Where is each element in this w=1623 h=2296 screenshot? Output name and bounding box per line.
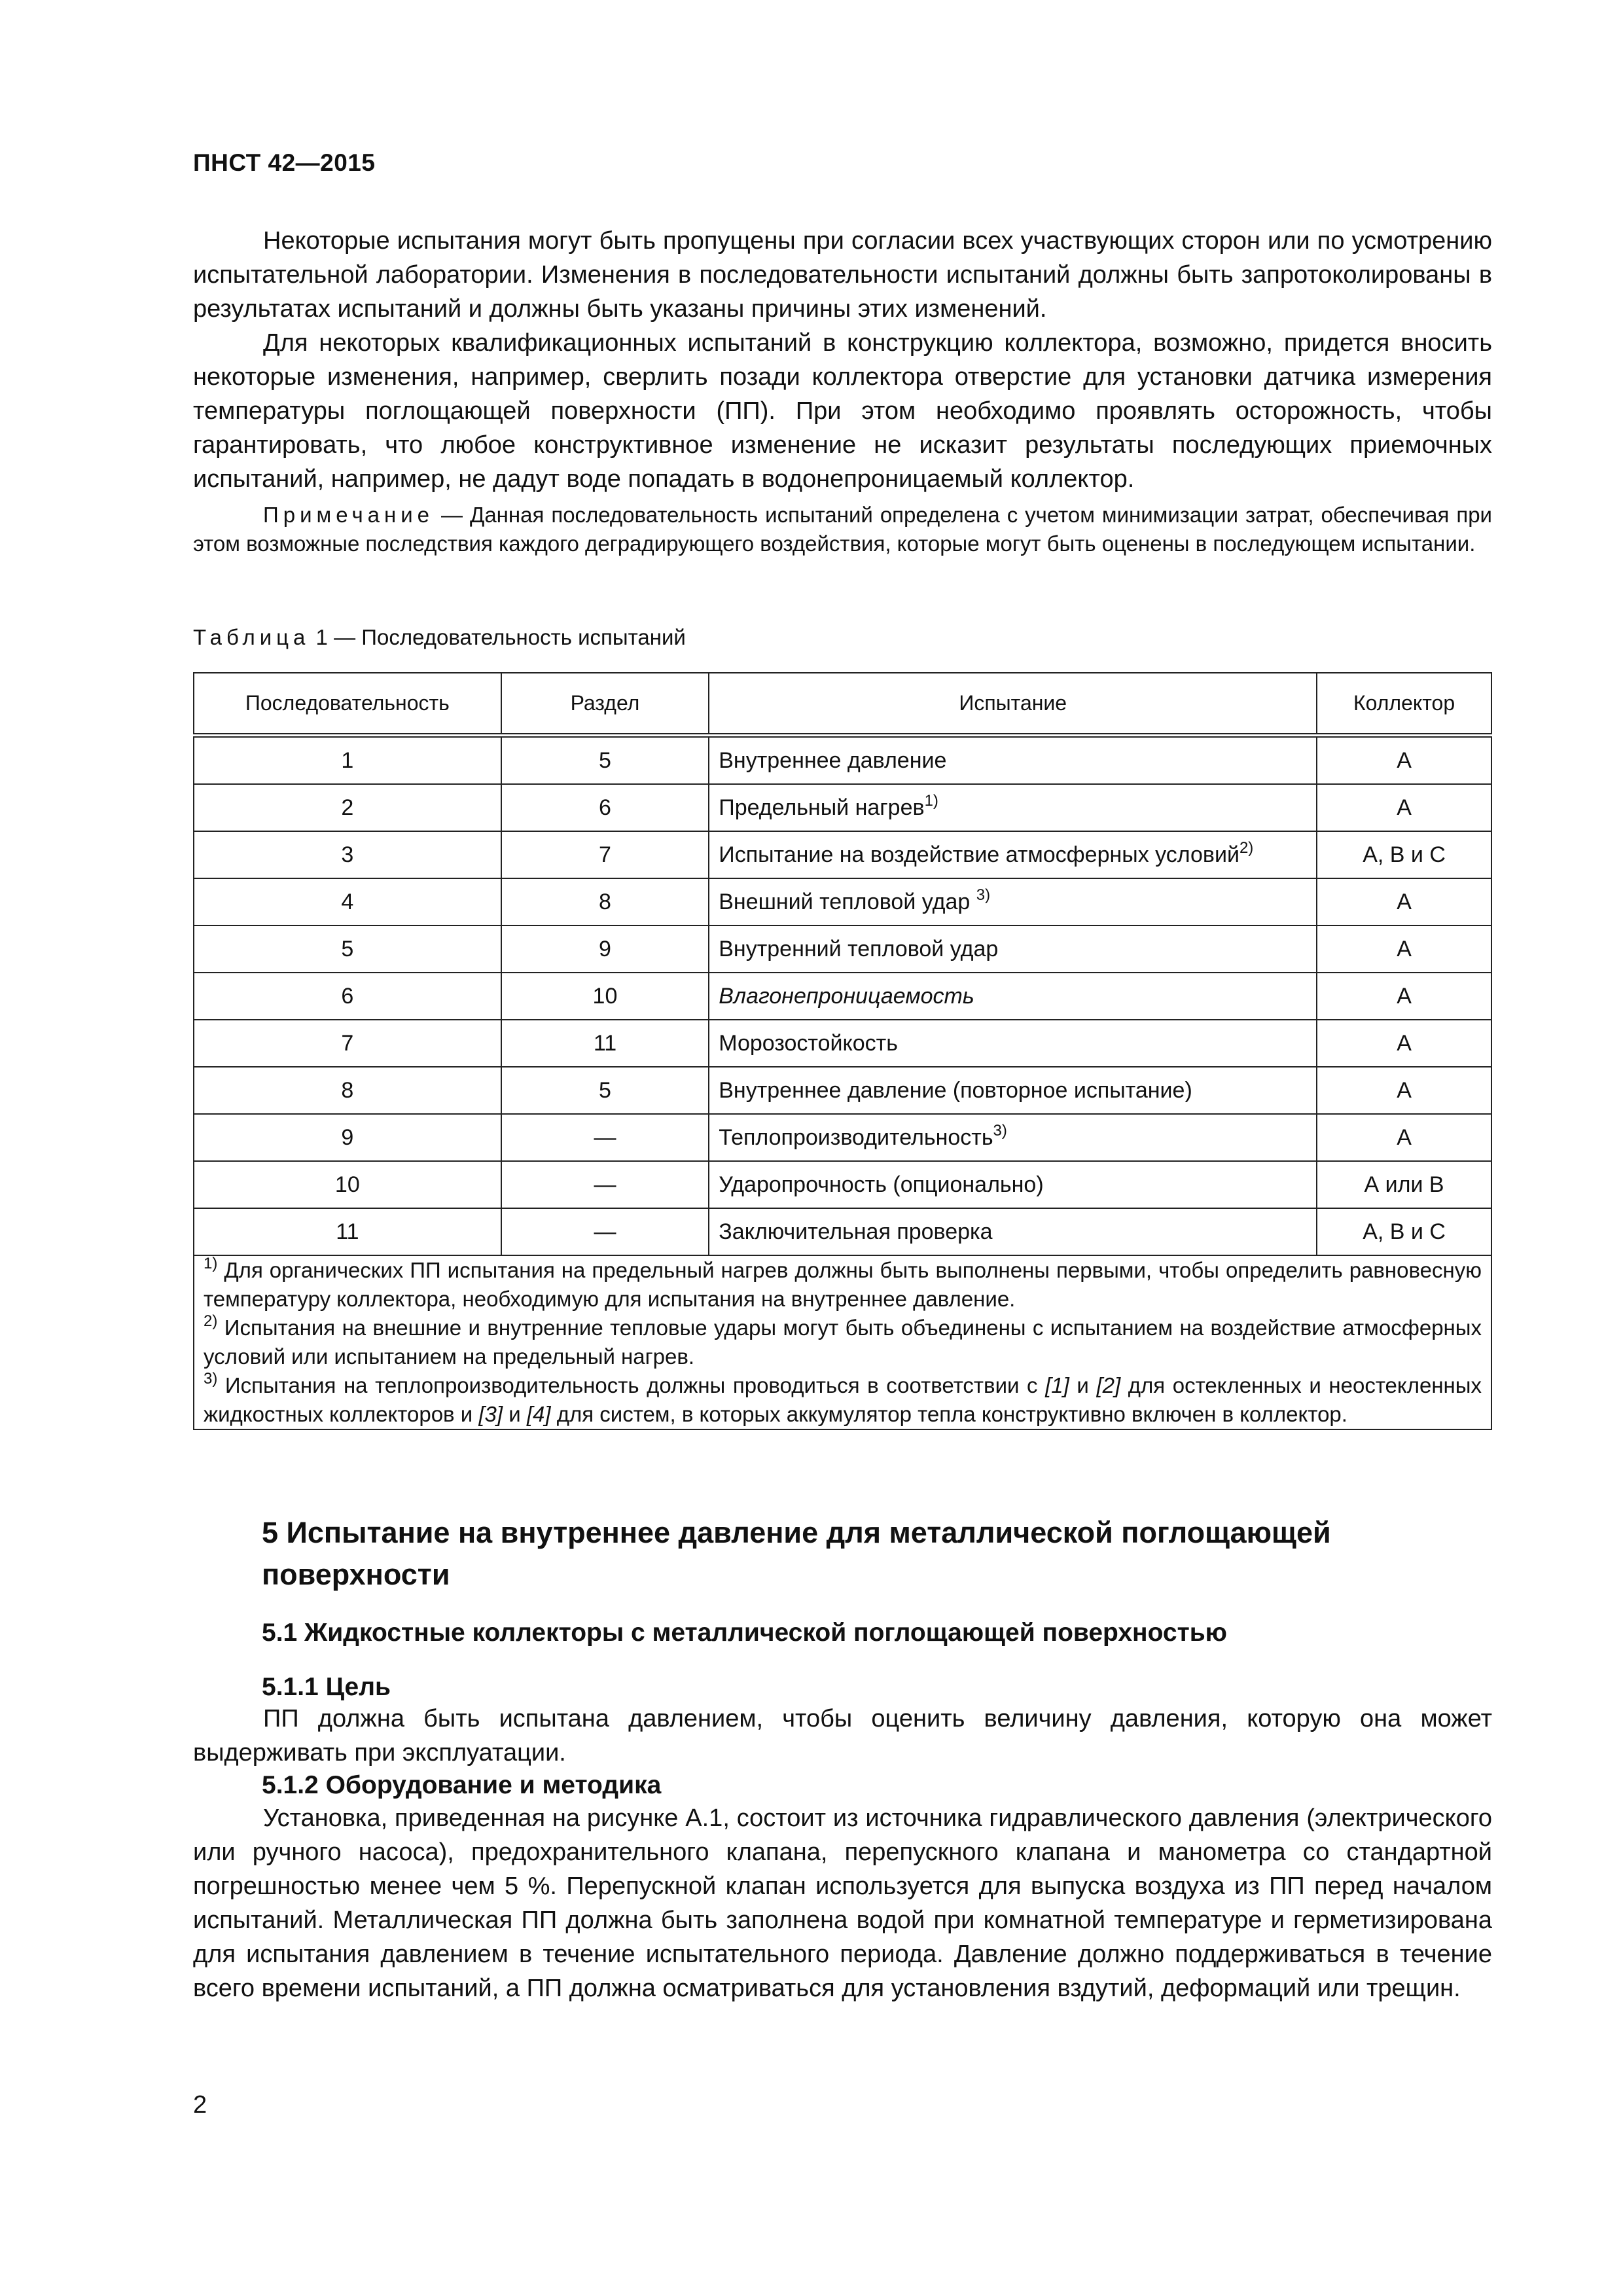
section-5-1-1-text: ПП должна быть испытана давлением, чтобы оценить величину давления, которую она может выдерживать при эксплуатации. (193, 1705, 1492, 1767)
test-name: Внутренний тепловой удар (719, 936, 999, 961)
test-name: Испытание на воздействие атмосферных условий (719, 842, 1240, 867)
table-header-row (194, 673, 1491, 736)
cell-section: — (501, 1114, 709, 1161)
table-row (194, 1067, 1491, 1114)
footnote-ref: 3) (993, 1121, 1007, 1139)
cell-sequence: 8 (194, 1067, 501, 1114)
table-caption-text: 1 — Последовательность испытаний (310, 625, 686, 649)
table-row (194, 784, 1491, 831)
footnote-text: для систем, в которых аккумулятор тепла конструктивно включен в коллектор. (550, 1402, 1347, 1426)
cell-test (709, 1114, 1317, 1161)
footnote-text: и (503, 1402, 527, 1426)
cell-test (709, 973, 1317, 1020)
table-row (194, 1020, 1491, 1067)
cell-test (709, 925, 1317, 973)
table-row (194, 1161, 1491, 1208)
footnote-text: Испытания на внешние и внутренние тепловые удары могут быть объединены с испытанием на воздействие атмосферных условий или испытанием на предельный нагрев. (204, 1316, 1482, 1369)
test-name: Морозостойкость (719, 1030, 898, 1056)
intro-paragraph-1: Некоторые испытания могут быть пропущены при согласии всех участвующих сторон или по усмотрению испытательной лаборатории. Изменения в последовательности испытаний должны быть запротоколированы в результатах испытаний и должны быть указаны причины этих изменений. (193, 227, 1492, 323)
table-row (194, 1114, 1491, 1161)
note-text: — Данная последовательность испытаний определена с учетом минимизации затрат, обеспечивая при этом возможные последствия каждого деградирующего воздействия, которые могут быть оценены в последующем испытании. (193, 503, 1492, 556)
footnote-ref: 1) (924, 791, 938, 810)
section-5-1-2-body (193, 1801, 1492, 2005)
cell-test (709, 784, 1317, 831)
test-name: Предельный нагрев (719, 795, 925, 820)
column-header-test: Испытание (709, 673, 1317, 736)
footnote-1 (204, 1256, 1482, 1314)
cell-collector: А (1317, 925, 1491, 973)
cell-collector: А (1317, 784, 1491, 831)
cell-test (709, 1067, 1317, 1114)
cell-collector: А (1317, 878, 1491, 925)
cell-test (709, 1161, 1317, 1208)
table-footnotes (194, 1255, 1491, 1429)
table-row (194, 878, 1491, 925)
column-header-collector: Коллектор (1317, 673, 1491, 736)
test-name: Влагонепроницаемость (719, 983, 974, 1009)
table-row (194, 973, 1491, 1020)
footnote-2 (204, 1314, 1482, 1371)
table-caption (193, 625, 686, 650)
test-name: Теплопроизводительность (719, 1124, 993, 1150)
cell-collector: А или В (1317, 1161, 1491, 1208)
cell-section: 9 (501, 925, 709, 973)
intro-text (193, 224, 1492, 496)
intro-paragraph-2: Для некоторых квалификационных испытаний в конструкцию коллектора, возможно, придется вносить некоторые изменения, например, сверлить позади коллектора отверстие для установки датчика измерения температуры поглощающей поверхности (ПП). При этом необходимо проявлять осторожность, чтобы гарантировать, что любое конструктивное изменение не исказит результаты последующих приемочных испытаний, например, не дадут воде попадать в водонепроницаемый коллектор. (193, 329, 1492, 493)
test-name: Ударопрочность (опционально) (719, 1172, 1044, 1197)
cell-sequence: 1 (194, 736, 501, 785)
section-5-1-1-title: 5.1.1 Цель (262, 1673, 391, 1701)
cell-sequence: 6 (194, 973, 501, 1020)
bibliography-ref: [3] (478, 1402, 503, 1426)
cell-section: 10 (501, 973, 709, 1020)
column-header-section: Раздел (501, 673, 709, 736)
cell-sequence: 11 (194, 1208, 501, 1255)
cell-sequence: 7 (194, 1020, 501, 1067)
cell-section: 7 (501, 831, 709, 878)
cell-collector: А, В и С (1317, 1208, 1491, 1255)
footnote-3 (204, 1371, 1482, 1429)
cell-sequence: 3 (194, 831, 501, 878)
cell-test (709, 831, 1317, 878)
cell-section: — (501, 1161, 709, 1208)
cell-section: — (501, 1208, 709, 1255)
note (193, 501, 1492, 558)
page-number: 2 (193, 2091, 207, 2119)
test-name: Заключительная проверка (719, 1219, 993, 1244)
footnote-ref: 3) (976, 886, 991, 904)
cell-collector: А (1317, 1114, 1491, 1161)
column-header-sequence: Последовательность (194, 673, 501, 736)
footnote-mark: 2) (204, 1312, 218, 1330)
table-caption-label: Таблица (193, 625, 310, 649)
cell-section: 11 (501, 1020, 709, 1067)
cell-sequence: 4 (194, 878, 501, 925)
section-5-title: 5 Испытание на внутреннее давление для металлической поглощающей поверхности (262, 1516, 1331, 1591)
cell-section: 8 (501, 878, 709, 925)
section-5-1-1-body (193, 1702, 1492, 1770)
bibliography-ref: [4] (526, 1402, 551, 1426)
table-row (194, 925, 1491, 973)
document-id: ПНСТ 42—2015 (193, 149, 376, 176)
table-row (194, 831, 1491, 878)
cell-collector: А (1317, 736, 1491, 785)
bibliography-ref: [1] (1045, 1373, 1069, 1397)
cell-collector: А, В и С (1317, 831, 1491, 878)
cell-test (709, 736, 1317, 785)
section-5-1-2-title: 5.1.2 Оборудование и методика (262, 1771, 662, 1799)
cell-sequence: 10 (194, 1161, 501, 1208)
cell-section: 5 (501, 736, 709, 785)
footnote-text: Для органических ПП испытания на предельный нагрев должны быть выполнены первыми, чтобы определить равновесную температуру коллектора, необходимую для испытания на внутреннее давление. (204, 1258, 1482, 1311)
test-name: Внутреннее давление (повторное испытание) (719, 1077, 1192, 1103)
cell-test (709, 1208, 1317, 1255)
cell-sequence: 2 (194, 784, 501, 831)
cell-collector: А (1317, 1020, 1491, 1067)
footnote-text: и (1069, 1373, 1097, 1397)
note-label: Примечание (263, 503, 435, 527)
cell-section: 5 (501, 1067, 709, 1114)
cell-test (709, 1020, 1317, 1067)
footnote-text: для остекленных и неостекленных жидкостных коллекторов и (204, 1373, 1482, 1426)
test-name: Внешний тепловой удар (719, 889, 976, 914)
test-name: Внутреннее давление (719, 747, 947, 773)
footnote-mark: 1) (204, 1255, 218, 1272)
footnote-ref: 2) (1239, 838, 1254, 857)
footnote-mark: 3) (204, 1370, 218, 1388)
bibliography-ref: [2] (1096, 1373, 1121, 1397)
table-footnotes-row (194, 1255, 1491, 1429)
section-5-1-2-text: Установка, приведенная на рисунке А.1, состоит из источника гидравлического давления (электрического или ручного насоса), предохранительного клапана, перепускного клапана и манометра со стандартной погрешностью менее чем 5 %. Перепускной клапан используется для выпуска воздуха из ПП перед началом испытаний. Металлическая ПП должна быть заполнена водой при комнатной температуре и герметизирована для испытания давлением в течение испытательного периода. Давление должно поддерживаться в течение всего времени испытаний, а ПП должна осматриваться для установления вздутий, деформаций или трещин. (193, 1804, 1492, 2002)
cell-sequence: 9 (194, 1114, 501, 1161)
cell-section: 6 (501, 784, 709, 831)
footnote-text: Испытания на теплопроизводительность должны проводиться в соответствии с (217, 1373, 1046, 1397)
cell-test (709, 878, 1317, 925)
test-sequence-table (193, 672, 1492, 1430)
cell-collector: А (1317, 1067, 1491, 1114)
table-row (194, 1208, 1491, 1255)
cell-collector: А (1317, 973, 1491, 1020)
table-row (194, 736, 1491, 785)
cell-sequence: 5 (194, 925, 501, 973)
section-5-1-title: 5.1 Жидкостные коллекторы с металлической поглощающей поверхностью (262, 1619, 1227, 1647)
